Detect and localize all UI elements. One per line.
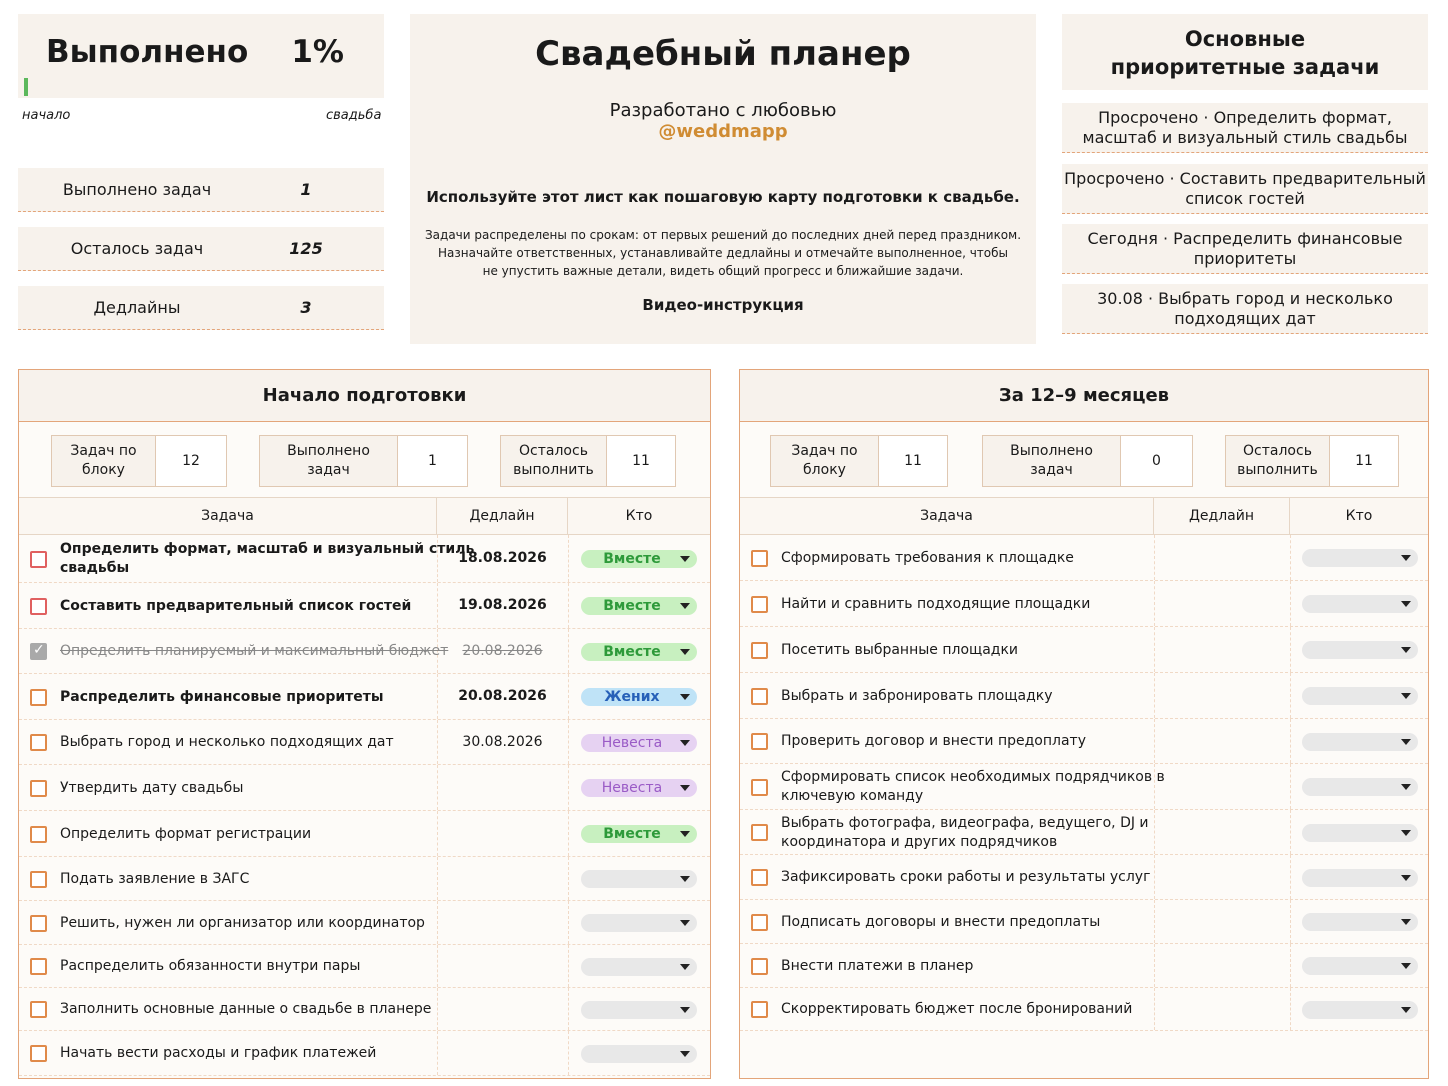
task-checkbox[interactable]	[30, 598, 47, 615]
counter-label-line: Выполнено	[1010, 443, 1093, 459]
column-header-who: Кто	[1345, 508, 1373, 524]
task-text-line: Решить, нужен ли организатор или координатор	[60, 915, 425, 931]
column-divider	[1154, 810, 1155, 854]
description	[423, 226, 1023, 280]
task-text	[781, 768, 1165, 806]
table-row	[19, 583, 710, 629]
progress-start-label: начало	[22, 108, 71, 123]
column-divider	[568, 811, 569, 856]
table-row	[19, 674, 710, 720]
counter-label-line: задач	[1030, 462, 1073, 478]
column-divider	[1154, 988, 1155, 1030]
column-divider	[1290, 988, 1291, 1030]
table-row	[19, 629, 710, 674]
block-title: За 12–9 месяцев	[740, 370, 1428, 422]
assignee-dropdown[interactable]	[1302, 733, 1418, 751]
column-divider	[568, 583, 569, 628]
priority-line: Просрочено · Определить формат,	[1098, 108, 1392, 127]
task-checkbox[interactable]	[30, 1001, 47, 1018]
column-divider	[1290, 855, 1291, 899]
task-checkbox[interactable]	[751, 642, 768, 659]
counter-label	[1226, 436, 1330, 486]
table-row	[19, 857, 710, 901]
stat-label: Дедлайны	[93, 298, 181, 317]
table-row	[740, 719, 1428, 764]
task-text-line: Утвердить дату свадьбы	[60, 780, 244, 796]
assignee-dropdown[interactable]	[1302, 641, 1418, 659]
task-text	[781, 641, 1018, 660]
task-checkbox[interactable]	[30, 871, 47, 888]
table-row	[19, 720, 710, 765]
column-divider	[1290, 764, 1291, 809]
priority-line: подходящих дат	[1174, 309, 1316, 328]
priority-line: список гостей	[1185, 189, 1305, 208]
column-divider	[1290, 900, 1291, 943]
table-row	[740, 673, 1428, 719]
task-text-line: ключевую команду	[781, 788, 924, 804]
task-text-line: Зафиксировать сроки работы и результаты услуг	[781, 869, 1151, 885]
task-text	[60, 779, 243, 798]
task-text	[60, 1000, 431, 1019]
column-divider	[1154, 535, 1155, 580]
assignee-dropdown[interactable]	[581, 958, 697, 976]
column-divider	[437, 901, 438, 944]
table-row	[19, 988, 710, 1031]
column-divider	[437, 857, 438, 900]
task-block-12-9-months	[739, 369, 1429, 1079]
task-text-line: Составить предварительный список гостей	[60, 598, 412, 614]
table-row	[19, 1031, 710, 1076]
task-text	[60, 1044, 376, 1063]
table-header	[19, 498, 710, 535]
task-text	[60, 825, 311, 844]
column-divider	[568, 535, 569, 582]
counter-value: 0	[1152, 453, 1161, 469]
task-checkbox[interactable]	[30, 780, 47, 797]
priorities-title-line: Основные	[1184, 27, 1306, 51]
counter-label-line: Задач по	[70, 443, 137, 459]
task-checkbox[interactable]	[30, 1045, 47, 1062]
task-checkbox[interactable]	[30, 958, 47, 975]
table-row	[19, 535, 710, 583]
assignee-dropdown[interactable]	[1302, 1001, 1418, 1019]
priority-line: Просрочено · Составить предварительный	[1064, 169, 1426, 188]
task-text-line: Внести платежи в планер	[781, 958, 974, 974]
priorities-title	[1062, 14, 1428, 90]
table-row	[740, 764, 1428, 810]
column-divider	[568, 1031, 569, 1075]
task-checkbox[interactable]	[30, 734, 47, 751]
task-text-line: Определить планируемый и максимальный бюджет	[60, 643, 449, 659]
counter-remaining	[500, 435, 676, 487]
table-header	[740, 498, 1428, 535]
stat-label: Осталось задач	[70, 239, 204, 258]
assignee-dropdown[interactable]	[581, 870, 697, 888]
counter-done	[982, 435, 1193, 487]
task-text	[781, 549, 1074, 568]
column-divider	[1154, 855, 1155, 899]
stat-value: 1	[300, 180, 312, 199]
assignee-dropdown[interactable]	[1302, 957, 1418, 975]
task-list	[740, 535, 1428, 1031]
table-row	[19, 811, 710, 857]
column-divider	[1290, 535, 1291, 580]
column-divider	[1154, 900, 1155, 943]
task-checkbox[interactable]	[751, 733, 768, 750]
description-line: Назначайте ответственных, устанавливайте дедлайны и отмечайте выполненное, чтобы	[437, 246, 1009, 260]
task-text-line: координатора и других подрядчиков	[781, 834, 1058, 850]
column-divider	[437, 765, 438, 810]
assignee-dropdown[interactable]	[1302, 913, 1418, 931]
stat-remaining-tasks	[18, 227, 384, 271]
column-divider	[1154, 719, 1155, 763]
block-counters	[19, 422, 710, 498]
task-text	[781, 868, 1150, 887]
task-checkbox[interactable]	[751, 779, 768, 796]
task-text-line: Начать вести расходы и график платежей	[60, 1045, 377, 1061]
task-checkbox[interactable]	[30, 643, 47, 660]
stat-done-tasks	[18, 168, 384, 212]
table-row	[740, 988, 1428, 1031]
column-header-deadline: Дедлайн	[1154, 498, 1290, 535]
priority-line: масштаб и визуальный стиль свадьбы	[1082, 128, 1408, 147]
counter-value: 1	[428, 453, 437, 469]
task-text	[781, 732, 1086, 751]
table-row	[19, 901, 710, 945]
progress-fill	[24, 78, 28, 96]
video-instruction-link[interactable]: Видео-инструкция	[642, 296, 804, 314]
column-divider	[437, 1031, 438, 1075]
task-text	[60, 914, 425, 933]
counter-label-line: блоку	[803, 462, 846, 478]
task-text	[60, 597, 411, 616]
task-deadline[interactable]: 30.08.2026	[462, 734, 543, 750]
table-row	[740, 855, 1428, 900]
task-text-line: Найти и сравнить подходящие площадки	[781, 596, 1091, 612]
assignee-dropdown[interactable]: Вместе	[581, 643, 697, 661]
progress-card	[18, 14, 384, 98]
counter-total	[770, 435, 948, 487]
table-row	[740, 581, 1428, 627]
priority-item	[1062, 164, 1428, 214]
task-checkbox[interactable]	[751, 1001, 768, 1018]
task-text	[60, 540, 474, 578]
column-divider	[568, 674, 569, 719]
counter-label-line: задач	[307, 462, 350, 478]
counter-label-line: выполнить	[1237, 462, 1318, 478]
task-text-line: Сформировать список необходимых подрядчиков в	[781, 769, 1165, 785]
block-title: Начало подготовки	[19, 370, 710, 422]
task-text-line: Распределить финансовые приоритеты	[60, 689, 384, 705]
column-divider	[568, 765, 569, 810]
counter-label-line: блоку	[82, 462, 125, 478]
counter-label-line: выполнить	[513, 462, 594, 478]
task-text-line: свадьбы	[60, 560, 130, 576]
column-divider	[1154, 581, 1155, 626]
task-text-line: Подписать договоры и внести предоплаты	[781, 914, 1101, 930]
priority-item	[1062, 224, 1428, 274]
column-divider	[1290, 581, 1291, 626]
column-divider	[568, 988, 569, 1030]
task-checkbox[interactable]	[751, 914, 768, 931]
assignee-dropdown[interactable]: Жених	[581, 688, 697, 706]
column-divider	[1290, 719, 1291, 763]
page-title: Свадебный планер	[535, 34, 911, 74]
task-checkbox[interactable]	[751, 596, 768, 613]
column-header-deadline: Дедлайн	[437, 498, 568, 535]
counter-label-line: Выполнено	[287, 443, 370, 459]
task-checkbox[interactable]	[30, 826, 47, 843]
assignee-dropdown[interactable]	[1302, 687, 1418, 705]
counter-label	[501, 436, 607, 486]
counter-value: 11	[1355, 453, 1373, 469]
task-text-line: Заполнить основные данные о свадьбе в планере	[60, 1001, 432, 1017]
assignee-dropdown[interactable]	[581, 1045, 697, 1063]
task-text-line: Выбрать и забронировать площадку	[781, 688, 1053, 704]
task-text	[60, 733, 394, 752]
counter-label	[260, 436, 398, 486]
task-deadline[interactable]: 19.08.2026	[458, 597, 547, 613]
task-deadline[interactable]: 18.08.2026	[458, 550, 547, 566]
task-deadline[interactable]: 20.08.2026	[458, 688, 547, 704]
progress-end-label: свадьба	[326, 108, 382, 123]
task-checkbox[interactable]	[30, 915, 47, 932]
task-text	[781, 687, 1053, 706]
counter-label	[771, 436, 879, 486]
task-checkbox[interactable]	[30, 551, 47, 568]
counter-value: 11	[904, 453, 922, 469]
task-list	[19, 535, 710, 1076]
assignee-dropdown[interactable]	[581, 914, 697, 932]
column-divider	[568, 629, 569, 673]
column-divider	[1154, 944, 1155, 987]
block-counters	[740, 422, 1428, 498]
stat-deadlines	[18, 286, 384, 330]
column-divider	[568, 720, 569, 764]
assignee-dropdown[interactable]	[1302, 778, 1418, 796]
task-checkbox[interactable]	[30, 689, 47, 706]
author-handle-link[interactable]: @weddmapp	[658, 121, 788, 142]
task-text-line: Посетить выбранные площадки	[781, 642, 1019, 658]
counter-label	[983, 436, 1121, 486]
priorities-title-line: приоритетные задачи	[1110, 55, 1380, 79]
task-text-line: Распределить обязанности внутри пары	[60, 958, 361, 974]
task-text-line: Выбрать фотографа, видеографа, ведущего, DJ и	[781, 815, 1149, 831]
task-text	[60, 957, 360, 976]
column-divider	[568, 857, 569, 900]
stat-value: 3	[300, 298, 312, 317]
table-row	[19, 765, 710, 811]
priority-line: 30.08 · Выбрать город и несколько	[1097, 289, 1393, 308]
assignee-dropdown[interactable]: Вместе	[581, 550, 697, 568]
task-text	[781, 913, 1100, 932]
task-checkbox[interactable]	[751, 958, 768, 975]
counter-label-line: Осталось	[519, 443, 588, 459]
table-row	[740, 535, 1428, 581]
column-divider	[1290, 627, 1291, 672]
task-text-line: Выбрать город и несколько подходящих дат	[60, 734, 394, 750]
assignee-dropdown[interactable]	[1302, 549, 1418, 567]
made-with-love: Разработано с любовью	[609, 100, 837, 121]
task-text	[60, 870, 249, 889]
description-line: Задачи распределены по срокам: от первых решений до последних дней перед праздником.	[424, 228, 1022, 242]
assignee-dropdown[interactable]: Невеста	[581, 734, 697, 752]
priority-line: Сегодня · Распределить финансовые	[1087, 229, 1403, 248]
task-text	[781, 814, 1149, 852]
description-line: не упустить важные детали, видеть общий прогресс и ближайшие задачи.	[482, 264, 964, 278]
priority-item	[1062, 103, 1428, 153]
column-header-task: Задача	[740, 498, 1154, 535]
column-header-who: Кто	[625, 508, 653, 524]
column-divider	[1290, 673, 1291, 718]
task-text-line: Подать заявление в ЗАГС	[60, 871, 250, 887]
counter-value: 11	[632, 453, 650, 469]
task-checkbox[interactable]	[751, 824, 768, 841]
progress-bar	[24, 78, 380, 96]
column-divider	[568, 945, 569, 987]
table-row	[740, 900, 1428, 944]
task-checkbox[interactable]	[751, 688, 768, 705]
assignee-dropdown[interactable]	[1302, 869, 1418, 887]
column-divider	[1154, 627, 1155, 672]
column-divider	[437, 945, 438, 987]
column-divider	[437, 988, 438, 1030]
task-text	[781, 957, 973, 976]
planner-header-card	[410, 14, 1036, 344]
assignee-dropdown[interactable]	[1302, 824, 1418, 842]
stat-value: 125	[289, 239, 323, 258]
table-row	[19, 945, 710, 988]
column-divider	[1290, 944, 1291, 987]
counter-label-line: Осталось	[1243, 443, 1312, 459]
counter-value: 12	[182, 453, 200, 469]
progress-percent: 1%	[291, 34, 344, 70]
task-checkbox[interactable]	[751, 550, 768, 567]
counter-label	[52, 436, 156, 486]
assignee-dropdown[interactable]: Невеста	[581, 779, 697, 797]
task-text-line: Определить формат, масштаб и визуальный стиль	[60, 541, 475, 557]
assignee-dropdown[interactable]: Вместе	[581, 825, 697, 843]
table-row	[740, 810, 1428, 855]
table-row	[740, 944, 1428, 988]
task-checkbox[interactable]	[751, 869, 768, 886]
task-text-line: Скорректировать бюджет после бронирований	[781, 1001, 1133, 1017]
counter-remaining	[1225, 435, 1399, 487]
task-text	[781, 595, 1090, 614]
task-text-line: Определить формат регистрации	[60, 826, 312, 842]
progress-title: Выполнено	[46, 34, 249, 70]
task-text-line: Сформировать требования к площадке	[781, 550, 1074, 566]
task-text-line: Проверить договор и внести предоплату	[781, 733, 1086, 749]
assignee-dropdown[interactable]: Вместе	[581, 597, 697, 615]
stat-label: Выполнено задач	[62, 180, 212, 199]
column-divider	[1290, 810, 1291, 854]
column-divider	[1154, 673, 1155, 718]
priority-item	[1062, 284, 1428, 334]
table-row	[740, 627, 1428, 673]
counter-done	[259, 435, 468, 487]
task-text	[781, 1000, 1132, 1019]
column-divider	[437, 811, 438, 856]
task-block-start	[18, 369, 711, 1079]
assignee-dropdown[interactable]	[1302, 595, 1418, 613]
assignee-dropdown[interactable]	[581, 1001, 697, 1019]
task-text	[60, 642, 448, 661]
task-text	[60, 688, 384, 707]
column-header-task: Задача	[19, 498, 437, 535]
usage-line: Используйте этот лист как пошаговую карту подготовки к свадьбе.	[426, 188, 1020, 206]
counter-total	[51, 435, 227, 487]
column-divider	[568, 901, 569, 944]
task-deadline[interactable]: 20.08.2026	[462, 643, 543, 659]
priority-line: приоритеты	[1193, 249, 1297, 268]
counter-label-line: Задач по	[791, 443, 858, 459]
